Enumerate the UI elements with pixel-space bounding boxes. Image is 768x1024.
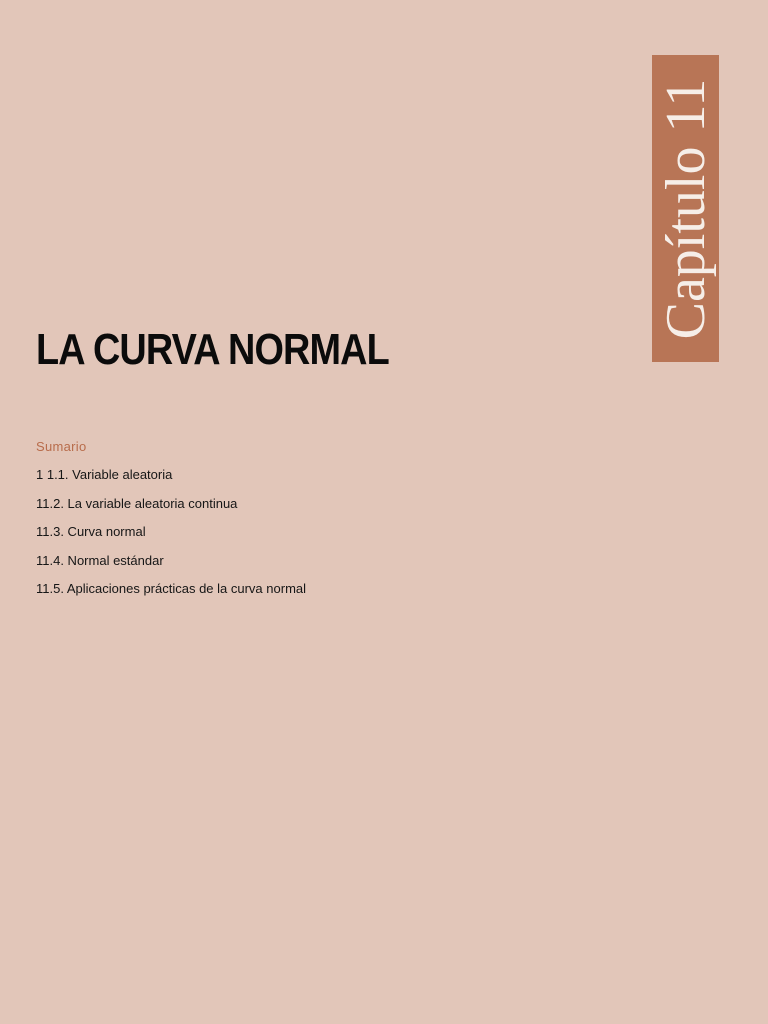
chapter-label: Capítulo 11 xyxy=(654,78,717,339)
summary-item: 11.3. Curva normal xyxy=(36,524,146,539)
page-title: LA CURVA NORMAL xyxy=(36,325,389,374)
summary-item: 11.2. La variable aleatoria continua xyxy=(36,495,238,511)
chapter-tab xyxy=(652,55,719,362)
summary-section xyxy=(36,438,596,609)
summary-item: 11.5. Aplicaciones prácticas de la curva normal xyxy=(36,581,307,596)
summary-item: 1 1.1. Variable aleatoria xyxy=(36,467,173,482)
summary-list xyxy=(36,466,596,598)
summary-heading: Sumario xyxy=(36,439,87,454)
summary-item: 11.4. Normal estándar xyxy=(36,552,164,568)
